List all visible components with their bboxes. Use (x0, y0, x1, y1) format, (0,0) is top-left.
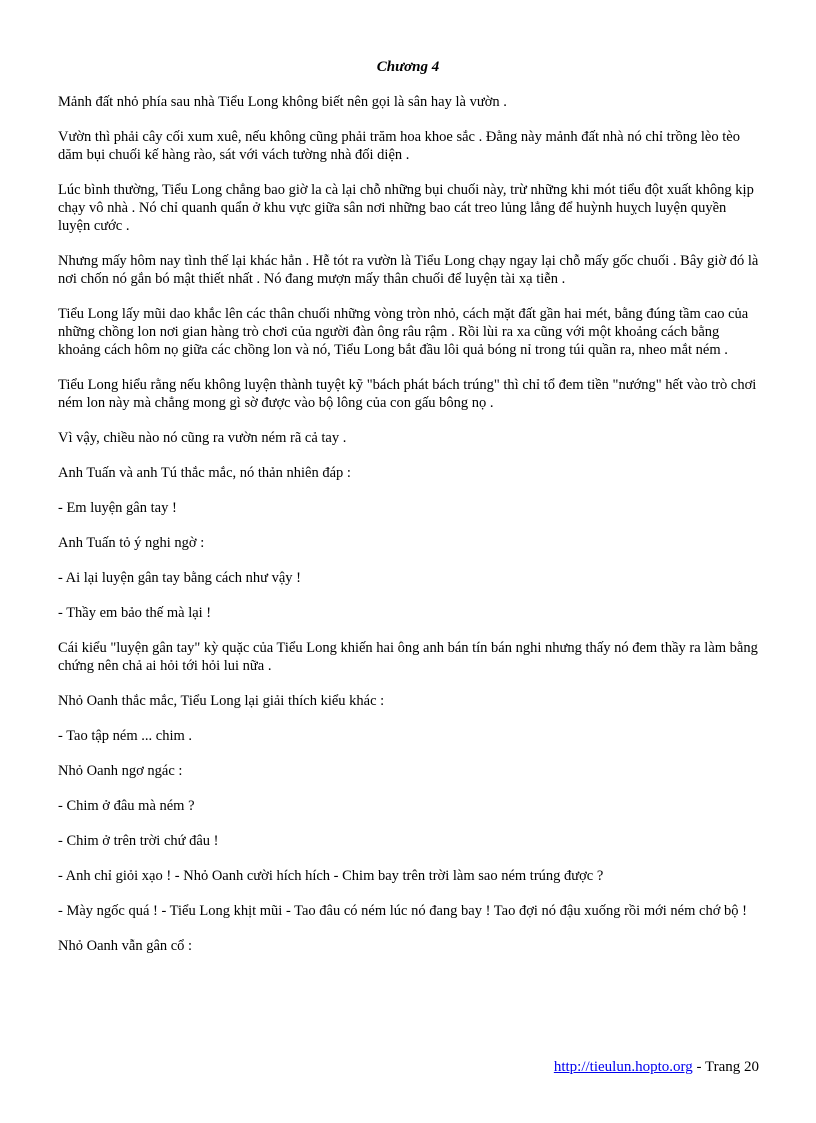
paragraph: Cái kiểu "luyện gân tay" kỳ quặc của Tiểu Long khiến hai ông anh bán tín bán nghi nhưng thấy nó đem thầy ra làm bằng chứng nên chả ai hỏi tới hỏi lui nữa . (58, 640, 758, 674)
source-link[interactable]: http://tieulun.hopto.org (553, 1059, 693, 1075)
paragraph: Nhỏ Oanh ngơ ngác : (58, 763, 183, 779)
page-footer (554, 1058, 759, 1076)
chapter-body (58, 93, 760, 972)
dialogue-line: - Chim ở đâu mà ném ? (58, 798, 195, 814)
paragraph: Nhưng mấy hôm nay tình thế lại khác hẳn . Hễ tót ra vườn là Tiểu Long chạy ngay lại chỗ mấy gốc chuối . Bây giờ đó là nơi chốn nó gắn bó mật thiết nhất . Nó đang mượn mấy thân chuối để luyện tài xạ tiễn . (58, 253, 759, 287)
dialogue-line: - Anh chỉ giỏi xạo ! - Nhỏ Oanh cười hích hích - Chim bay trên trời làm sao ném trúng được ? (58, 868, 604, 884)
paragraph: Vì vậy, chiều nào nó cũng ra vườn ném rã cả tay . (58, 430, 347, 446)
chapter-title: Chương 4 (376, 59, 440, 75)
dialogue-line: - Thầy em bảo thế mà lại ! (58, 605, 212, 621)
page-number: - Trang 20 (692, 1059, 759, 1075)
dialogue-line: - Tao tập ném ... chim . (58, 728, 193, 744)
paragraph: Anh Tuấn và anh Tú thắc mắc, nó thản nhiên đáp : (58, 465, 351, 481)
paragraph: Tiểu Long hiểu rằng nếu không luyện thành tuyệt kỹ "bách phát bách trúng" thì chỉ tổ đem tiền "nướng" hết vào trò chơi ném lon này mà chẳng mong gì sờ được vào bộ lông của con gấu bông nọ . (58, 377, 757, 411)
dialogue-line: - Ai lại luyện gân tay bằng cách như vậy ! (58, 570, 302, 586)
paragraph: Nhỏ Oanh vẫn gân cổ : (58, 938, 193, 954)
paragraph: Tiểu Long lấy mũi dao khắc lên các thân chuối những vòng tròn nhỏ, cách mặt đất gần hai mét, bằng đúng tầm cao của những chồng lon nơi gian hàng trò chơi của người đàn ông râu rậm . Rồi lùi ra xa cũng với một khoảng cách bằng khoảng cách hôm nọ giữa các chồng lon và nó, Tiểu Long bắt đầu lôi quả bóng nỉ trong túi quần ra, nheo mắt ném . (58, 306, 749, 358)
paragraph: Anh Tuấn tỏ ý nghi ngờ : (58, 535, 205, 551)
paragraph: Lúc bình thường, Tiểu Long chẳng bao giờ la cà lại chỗ những bụi chuối này, trừ những khi mót tiểu đột xuất không kịp chạy vô nhà . Nó chỉ quanh quẩn ở khu vực giữa sân nơi những bao cát treo lủng lẳng để huỳnh huỵch luyện quyền luyện cước . (58, 182, 754, 234)
dialogue-line: - Em luyện gân tay ! (58, 500, 177, 516)
paragraph: Mảnh đất nhỏ phía sau nhà Tiểu Long không biết nên gọi là sân hay là vườn . (58, 94, 507, 110)
dialogue-line: - Mày ngốc quá ! - Tiểu Long khịt mũi - Tao đâu có ném lúc nó đang bay ! Tao đợi nó đậu xuống rồi mới ném chớ bộ ! (58, 903, 747, 919)
paragraph: Vườn thì phải cây cối xum xuê, nếu không cũng phải trăm hoa khoe sắc . Đằng này mảnh đất nhà nó chỉ trồng lèo tèo dăm bụi chuối kế hàng rào, sát với vách tường nhà đối diện . (58, 129, 740, 163)
dialogue-line: - Chim ở trên trời chứ đâu ! (58, 833, 219, 849)
paragraph: Nhỏ Oanh thắc mắc, Tiểu Long lại giải thích kiểu khác : (58, 693, 385, 709)
